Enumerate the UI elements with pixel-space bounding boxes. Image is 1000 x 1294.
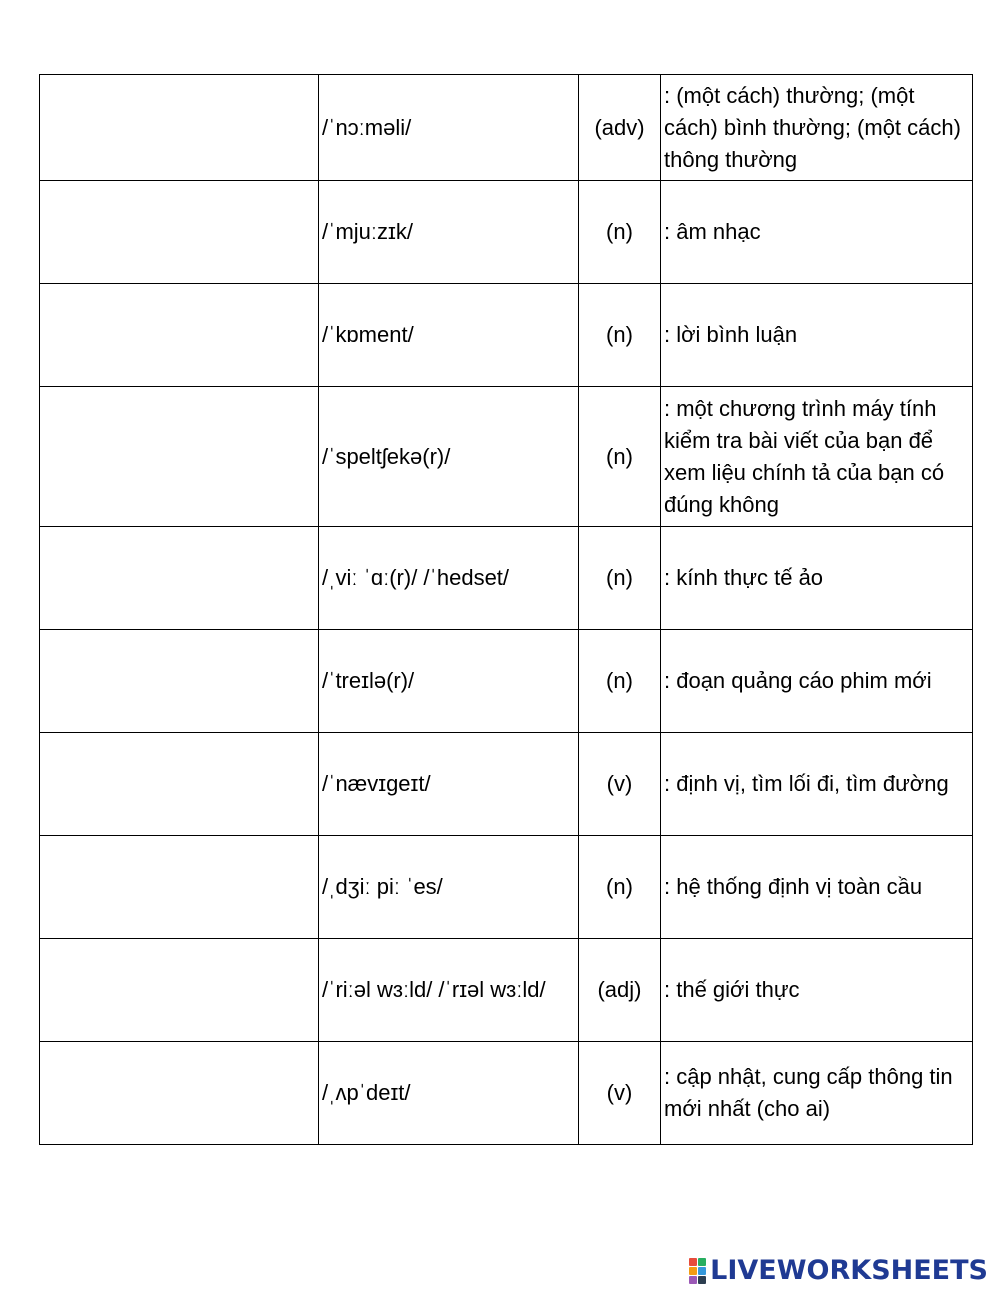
table-row [40,75,973,181]
word-cell[interactable] [40,1042,319,1145]
liveworksheets-logo [689,1255,988,1286]
part-of-speech-cell: (n) [579,181,661,284]
table-row [40,387,973,527]
ipa-cell: /ˈkɒment/ [319,284,579,387]
word-cell[interactable] [40,284,319,387]
table-row [40,181,973,284]
part-of-speech-cell: (n) [579,836,661,939]
ipa-cell: /ˈnævɪgeɪt/ [319,733,579,836]
word-cell[interactable] [40,527,319,630]
table-row [40,1042,973,1145]
part-of-speech-cell: (n) [579,527,661,630]
table-row [40,527,973,630]
word-cell[interactable] [40,733,319,836]
table-row [40,939,973,1042]
meaning-cell: : cập nhật, cung cấp thông tin mới nhất (cho ai) [661,1042,973,1145]
meaning-cell: : hệ thống định vị toàn cầu [661,836,973,939]
ipa-cell: /ˈtreɪlə(r)/ [319,630,579,733]
part-of-speech-cell: (n) [579,284,661,387]
meaning-cell: : kính thực tế ảo [661,527,973,630]
ipa-cell: /ˌviː ˈɑː(r)/ /ˈhedset/ [319,527,579,630]
ipa-cell: /ˈriːəl wɜːld/ /ˈrɪəl wɜːld/ [319,939,579,1042]
meaning-cell: : lời bình luận [661,284,973,387]
ipa-cell: /ˈnɔːməli/ [319,75,579,181]
ipa-cell: /ˌdʒiː piː ˈes/ [319,836,579,939]
word-cell[interactable] [40,630,319,733]
word-cell[interactable] [40,836,319,939]
table-row [40,630,973,733]
meaning-cell: : định vị, tìm lối đi, tìm đường [661,733,973,836]
word-cell[interactable] [40,939,319,1042]
word-cell[interactable] [40,181,319,284]
meaning-cell: : (một cách) thường; (một cách) bình thường; (một cách) thông thường [661,75,973,181]
part-of-speech-cell: (n) [579,387,661,527]
part-of-speech-cell: (v) [579,733,661,836]
vocabulary-table [39,74,973,1145]
table-row [40,733,973,836]
part-of-speech-cell: (adv) [579,75,661,181]
meaning-cell: : âm nhạc [661,181,973,284]
part-of-speech-cell: (adj) [579,939,661,1042]
ipa-cell: /ˈmjuːzɪk/ [319,181,579,284]
ipa-cell: /ˈspeltʃekə(r)/ [319,387,579,527]
table-row [40,836,973,939]
logo-icon [689,1258,706,1284]
word-cell[interactable] [40,75,319,181]
meaning-cell: : một chương trình máy tính kiểm tra bài viết của bạn để xem liệu chính tả của bạn có đúng không [661,387,973,527]
ipa-cell: /ˌʌpˈdeɪt/ [319,1042,579,1145]
table-row [40,284,973,387]
logo-text: LIVEWORKSHEETS [710,1255,988,1286]
meaning-cell: : thế giới thực [661,939,973,1042]
part-of-speech-cell: (n) [579,630,661,733]
meaning-cell: : đoạn quảng cáo phim mới [661,630,973,733]
word-cell[interactable] [40,387,319,527]
part-of-speech-cell: (v) [579,1042,661,1145]
